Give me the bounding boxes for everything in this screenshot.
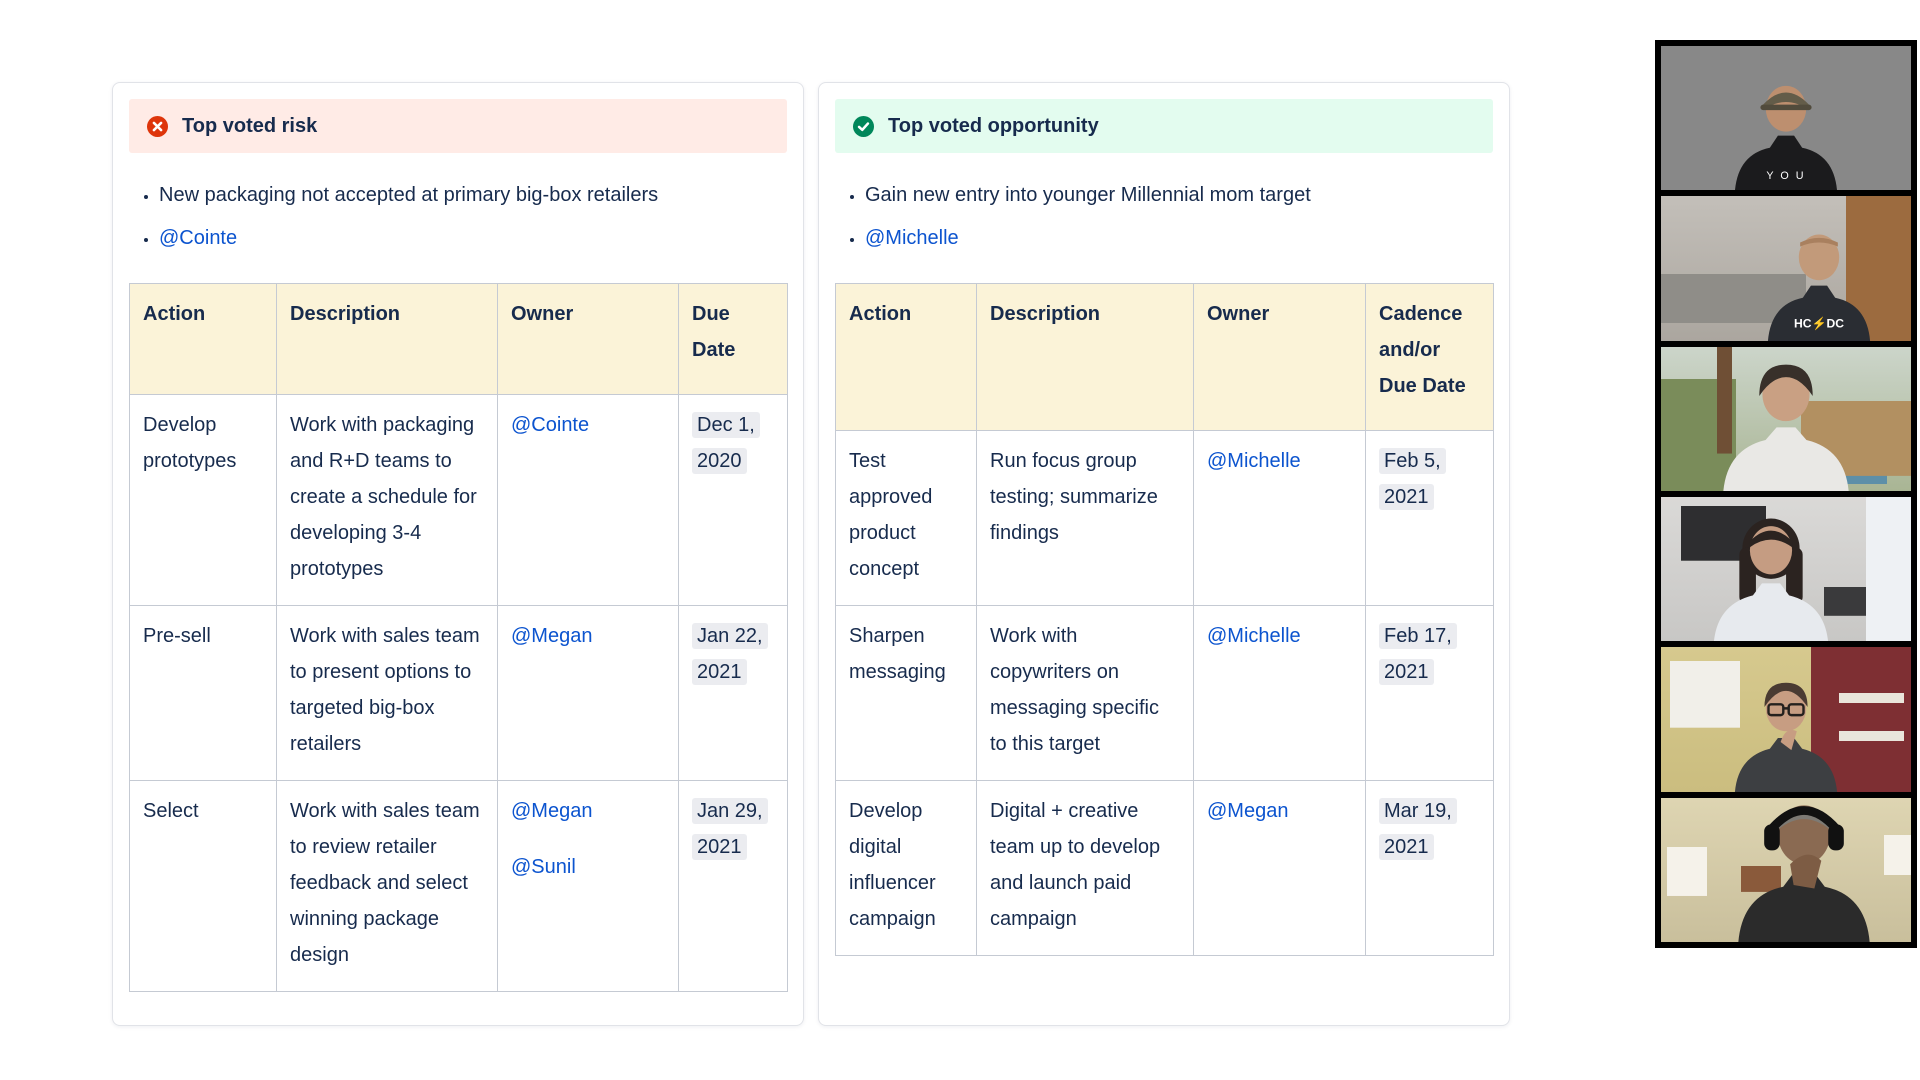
cell-action: Test approved product concept [836,431,977,606]
date-lozenge: Mar 19, 2021 [1379,798,1457,860]
shirt-text: Y O U [1766,169,1806,182]
cell-description: Work with copywriters on messaging specific to this target [977,606,1194,781]
table-row [836,781,1494,956]
table-row [836,431,1494,606]
video-call-strip [1655,40,1917,948]
column-header-description: Description [277,284,498,395]
table-header-row [836,284,1494,431]
top-voted-risk-panel [112,82,804,1026]
mention-link-megan[interactable]: @Megan [511,625,593,647]
table-row [130,781,788,992]
risk-banner [129,99,787,153]
mention-link-megan[interactable]: @Megan [511,800,593,822]
bullet-item [865,181,1493,210]
date-lozenge: Dec 1, 2020 [692,412,760,474]
cell-due-date [1366,431,1494,606]
success-check-icon [853,116,874,137]
mention-link-michelle[interactable]: @Michelle [1207,625,1301,647]
cell-owner [1194,431,1366,606]
table-row [836,606,1494,781]
cell-due-date [679,781,788,992]
cell-owner [498,781,679,992]
cell-action: Select [130,781,277,992]
column-header-cadence-due-date: Cadence and/or Due Date [1366,284,1494,431]
error-icon [147,116,168,137]
date-lozenge: Feb 17, 2021 [1379,623,1457,685]
top-voted-opportunity-panel [818,82,1510,1026]
date-lozenge: Feb 5, 2021 [1379,448,1446,510]
bullet-item [159,224,787,253]
cell-description: Work with sales team to review retailer feedback and select winning package design [277,781,498,992]
opportunity-banner [835,99,1493,153]
mention-link-sunil[interactable]: @Sunil [511,856,576,878]
video-tile-participant-4[interactable] [1661,497,1911,641]
cell-action: Pre-sell [130,606,277,781]
participant-silhouette [1751,221,1886,340]
cell-action: Sharpen messaging [836,606,977,781]
opportunity-actions-table [835,283,1494,956]
date-lozenge: Jan 22, 2021 [692,623,768,685]
cell-description: Work with sales team to present options to targeted big-box retailers [277,606,498,781]
shirt-text: HC⚡DC [1793,316,1844,331]
video-tile-participant-1[interactable] [1661,46,1911,190]
cell-description: Run focus group testing; summarize findings [977,431,1194,606]
participant-silhouette [1719,71,1854,190]
bullet-item [865,224,1493,253]
cell-description: Digital + creative team up to develop and launch paid campaign [977,781,1194,956]
participant-silhouette [1719,672,1854,791]
cell-owner [498,606,679,781]
column-header-owner: Owner [498,284,679,395]
participant-silhouette [1707,352,1864,491]
date-lozenge: Jan 29, 2021 [692,798,768,860]
cell-action: Develop digital influencer campaign [836,781,977,956]
mention-link-michelle[interactable]: @Michelle [865,227,959,249]
video-tile-participant-2[interactable] [1661,196,1911,340]
video-tile-participant-5[interactable] [1661,647,1911,791]
table-row [130,606,788,781]
opportunity-bullet-list [835,181,1493,253]
risk-actions-table [129,283,788,992]
cell-due-date [1366,781,1494,956]
table-row [130,395,788,606]
mention-link-michelle[interactable]: @Michelle [1207,450,1301,472]
cell-due-date [679,606,788,781]
column-header-action: Action [130,284,277,395]
participant-silhouette [1696,508,1847,642]
mention-link-cointe[interactable]: @Cointe [511,414,590,436]
mention-link-megan[interactable]: @Megan [1207,800,1289,822]
column-header-description: Description [977,284,1194,431]
cell-due-date [679,395,788,606]
cell-action: Develop prototypes [130,395,277,606]
opportunity-banner-title: Top voted opportunity [888,114,1099,137]
cell-owner [498,395,679,606]
cell-owner [1194,606,1366,781]
bullet-item [159,181,787,210]
video-tile-participant-6[interactable] [1661,798,1911,942]
column-header-owner: Owner [1194,284,1366,431]
risk-bullet-list [129,181,787,253]
participant-silhouette [1717,798,1890,942]
video-tile-participant-3[interactable] [1661,347,1911,491]
mention-link-cointe[interactable]: @Cointe [159,227,238,249]
column-header-due-date: Due Date [679,284,788,395]
cell-owner [1194,781,1366,956]
opportunity-statement: Gain new entry into younger Millennial mom target [865,184,1311,206]
cell-due-date [1366,606,1494,781]
risk-banner-title: Top voted risk [182,114,318,137]
cell-description: Work with packaging and R+D teams to create a schedule for developing 3-4 prototypes [277,395,498,606]
table-header-row [130,284,788,395]
column-header-action: Action [836,284,977,431]
risk-statement: New packaging not accepted at primary big-box retailers [159,184,659,206]
